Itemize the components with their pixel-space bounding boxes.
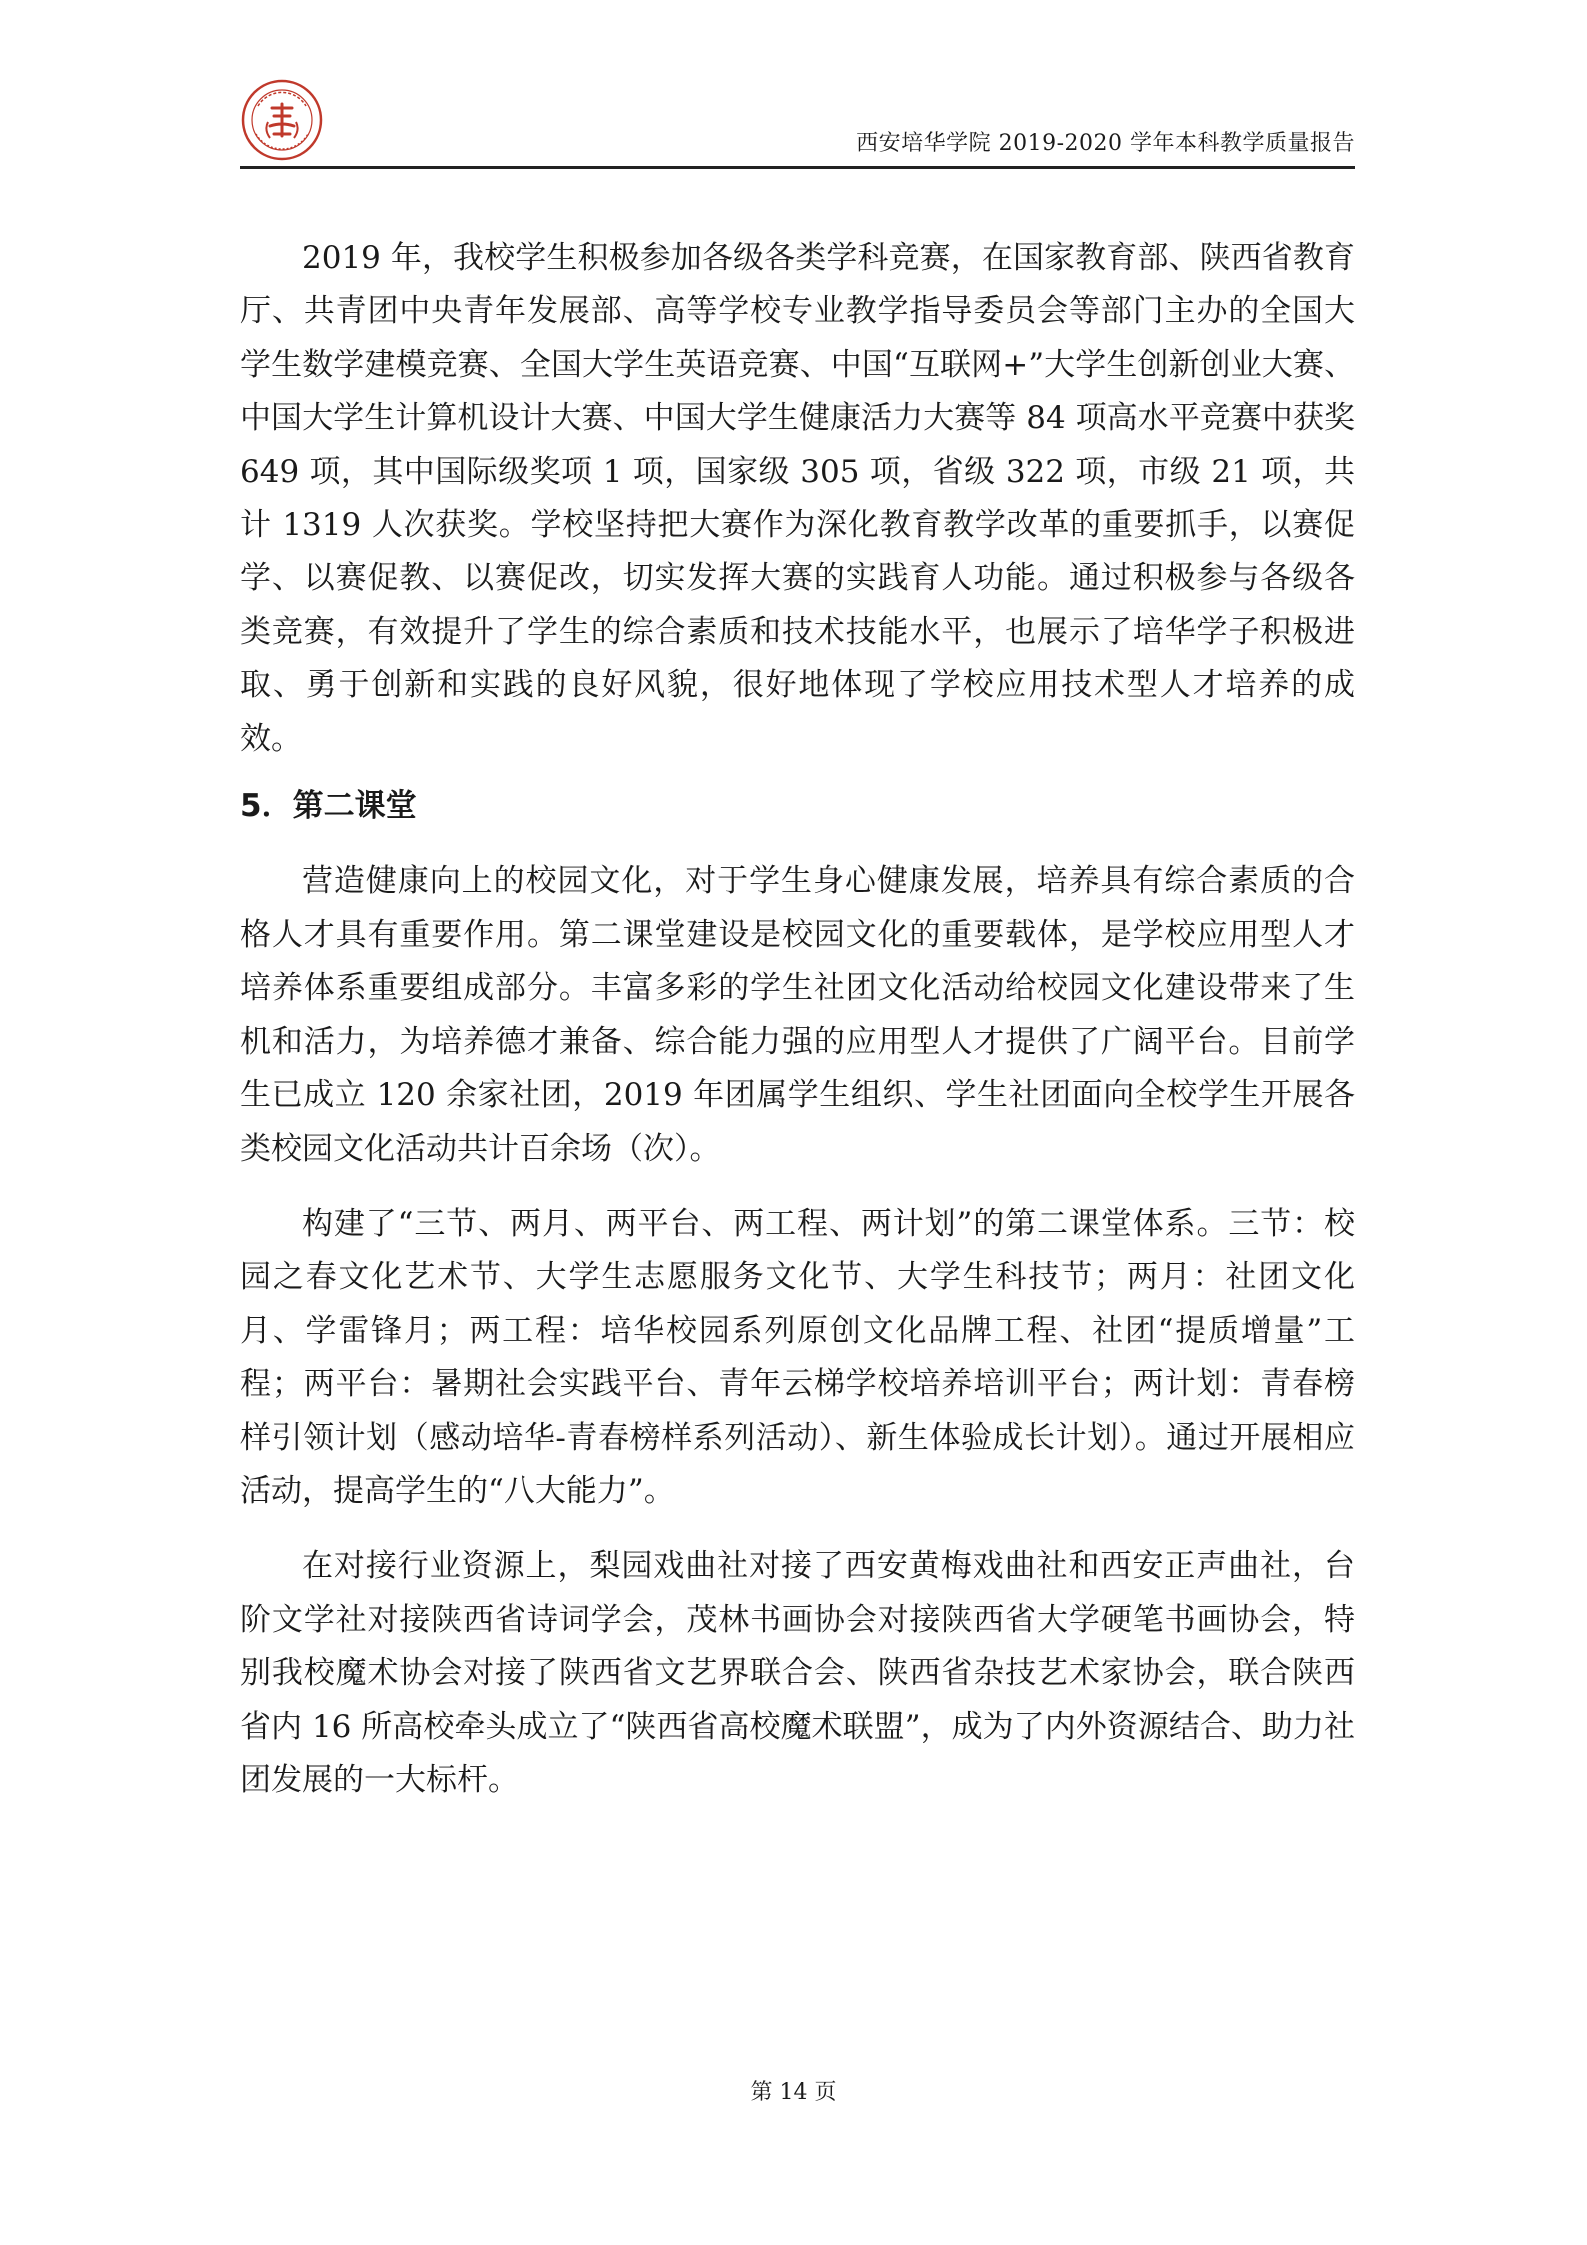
- paragraph-competitions: 2019 年，我校学生积极参加各级各类学科竞赛，在国家教育部、陕西省教育厅、共青团中央青年发展部、高等学校专业教学指导委员会等部门主办的全国大学生数学建模竞赛、全国大学生英语竞赛、中国“互联网+”大学生创新创业大赛、中国大学生计算机设计大赛、中国大学生健康活力大赛等 84 项高水平竞赛中获奖 649 项，其中国际级奖项 1 项，国家级 305 项，省级 322 项，市级 21 项，共计 1319 人次获奖。学校坚持把大赛作为深化教育教学改革的重要抓手，以赛促学、以赛促教、以赛促改，切实发挥大赛的实践育人功能。通过积极参与各级各类竞赛，有效提升了学生的综合素质和技术技能水平，也展示了培华学子积极进取、勇于创新和实践的良好风貌，很好地体现了学校应用技术型人才培养的成效。: [240, 240, 1355, 757]
- page-header: [240, 78, 1355, 168]
- section-heading: 5．第二课堂: [240, 788, 417, 825]
- report-title: 西安培华学院 2019-2020 学年本科教学质量报告: [856, 131, 1355, 156]
- page-number: 第 14 页: [750, 2080, 837, 2105]
- paragraph-second-classroom-system: 构建了“三节、两月、两平台、两工程、两计划”的第二课堂体系。三节：校园之春文化艺术节、大学生志愿服务文化节、大学生科技节；两月：社团文化月、学雷锋月；两工程：培华校园系列原创文化品牌工程、社团“提质增量”工程；两平台：暑期社会实践平台、青年云梯学校培养培训平台；两计划：青春榜样引领计划（感动培华-青春榜样系列活动）、新生体验成长计划）。通过开展相应活动，提高学生的“八大能力”。: [240, 1205, 1355, 1509]
- page-body: [240, 232, 1355, 1807]
- header-divider: [240, 166, 1355, 169]
- university-seal-logo: [240, 78, 324, 162]
- paragraph-campus-culture: 营造健康向上的校园文化，对于学生身心健康发展，培养具有综合素质的合格人才具有重要作用。第二课堂建设是校园文化的重要载体，是学校应用型人才培养体系重要组成部分。丰富多彩的学生社团文化活动给校园文化建设带来了生机和活力，为培养德才兼备、综合能力强的应用型人才提供了广阔平台。目前学生已成立 120 余家社团，2019 年团属学生组织、学生社团面向全校学生开展各类校园文化活动共计百余场（次）。: [240, 863, 1355, 1167]
- paragraph-industry-resources: 在对接行业资源上，梨园戏曲社对接了西安黄梅戏曲社和西安正声曲社，台阶文学社对接陕西省诗词学会，茂林书画协会对接陕西省大学硬笔书画协会，特别我校魔术协会对接了陕西省文艺界联合会、陕西省杂技艺术家协会，联合陕西省内 16 所高校牵头成立了“陕西省高校魔术联盟”，成为了内外资源结合、助力社团发展的一大标杆。: [240, 1548, 1355, 1798]
